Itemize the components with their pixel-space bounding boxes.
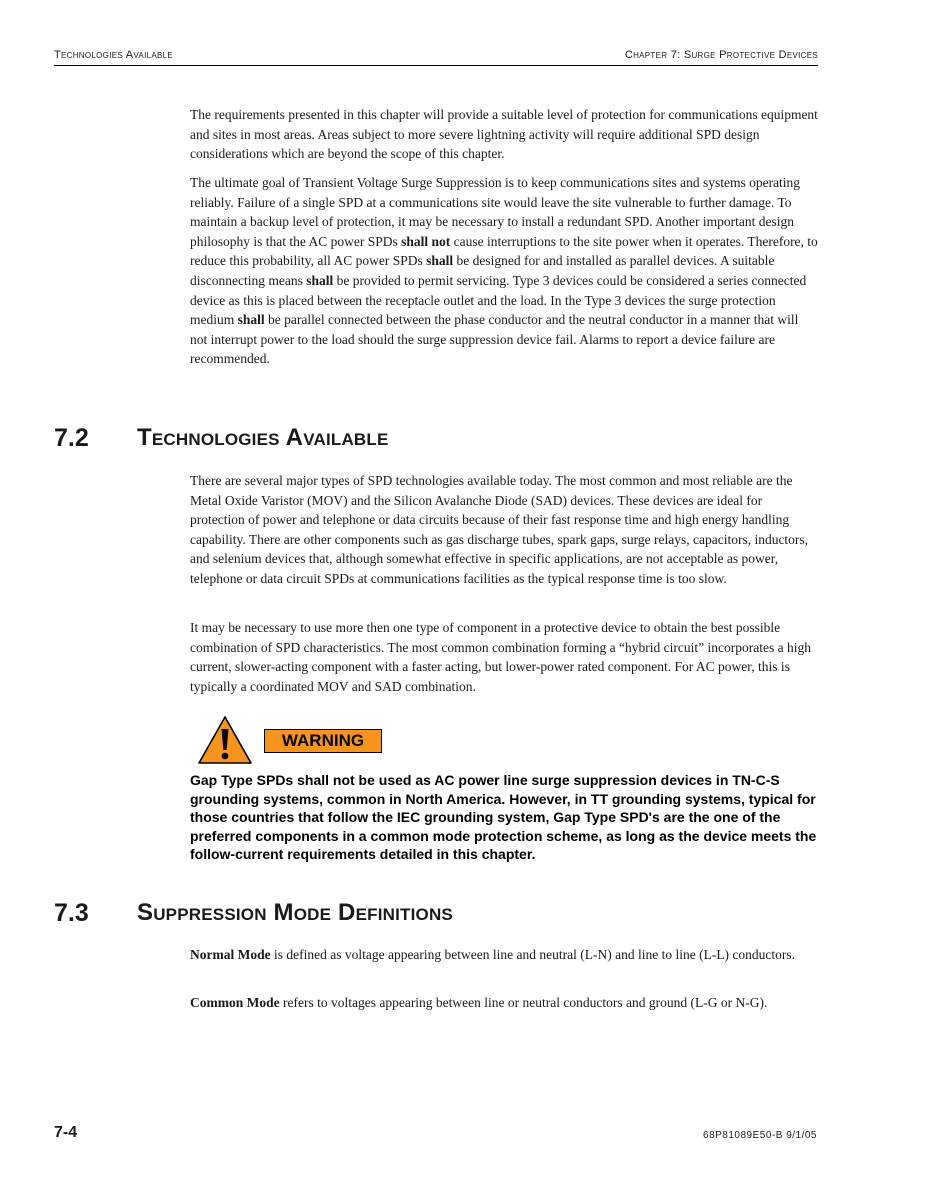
section-title: Technologies Available (137, 424, 389, 451)
document-id: 68P81089E50-B 9/1/05 (703, 1130, 817, 1141)
normal-mode-term: Normal Mode (190, 947, 271, 962)
section-number: 7.2 (54, 424, 89, 452)
warning-label: WARNING (264, 729, 382, 753)
running-header (54, 49, 818, 66)
header-chapter-title: Chapter 7: Surge Protective Devices (624, 49, 818, 61)
common-mode-definition: Common Mode refers to voltages appearing between line or neutral conductors and ground (L-G or N-G). (190, 995, 768, 1010)
section-7-2-heading (54, 424, 818, 458)
common-mode-term: Common Mode (190, 995, 280, 1010)
warning-text: Gap Type SPDs shall not be used as AC power line surge suppression devices in TN-C-S grounding systems, common in North America. However, in TT grounding systems, typical for those countries that follow the IEC grounding system, Gap Type SPD's are the one of the preferred components in a common mode protection scheme, as long as the device meets the follow-current requirements detailed in this chapter. (190, 772, 817, 863)
page-number: 7-4 (54, 1124, 78, 1141)
section-7-3-heading (54, 899, 818, 933)
intro-paragraph-1: The requirements presented in this chapter will provide a suitable level of protection for communications equipment and sites in most areas. Areas subject to more severe lightning activity will require additional SPD design considerations which are beyond the scope of this chapter. (190, 107, 818, 162)
section-7-2-paragraph-2: It may be necessary to use more then one type of component in a protective device to obtain the best possible combination of SPD characteristics. The most common combination forming a “hybrid circuit” incorporates a high current, slower-acting component with a faster acting, but lower-power rated component. For AC power, this is typically a coordinated MOV and SAD combination. (190, 620, 811, 694)
section-number: 7.3 (54, 899, 89, 927)
section-7-2-paragraph-1: There are several major types of SPD technologies available today. The most common and most reliable are the Metal Oxide Varistor (MOV) and the Silicon Avalanche Diode (SAD) devices. These devices are ideal for protection of power and telephone or data circuits because of their fast response time and high energy handling capability. There are other components such as gas discharge tubes, spark gaps, surge relays, capacitors, inductors, and selenium devices that, although somewhat effective in specific applications, are not acceptable as power, telephone or data circuit SPDs at communications facilities as the typical response time is too slow. (190, 473, 809, 586)
warning-triangle-icon (197, 715, 253, 765)
intro-paragraph-2: The ultimate goal of Transient Voltage Surge Suppression is to keep communications sites and systems operating reliably. Failure of a single SPD at a communications site would leave the site vulnerable to further damage. To maintain a backup level of protection, it may be necessary to install a redundant SPD. Another important design philosophy is that the AC power SPDs shall not cause interruptions to the site power when it operates. Therefore, to reduce this probability, all AC power SPDs shall be designed for and installed as parallel devices. A suitable disconnecting means shall be provided to permit servicing. Type 3 devices could be considered a series connected device as this is placed between the receptacle outlet and the load. In the Type 3 devices the surge protection medium shall be parallel connected between the phase conductor and the neutral conductor in a manner that will not interrupt power to the load should the surge suppression device fail. Alarms to report a device failure are recommended. (190, 175, 818, 367)
normal-mode-definition: Normal Mode is defined as voltage appearing between line and neutral (L-N) and line to line (L-L) conductors. (190, 947, 796, 962)
section-title: Suppression Mode Definitions (137, 899, 453, 926)
header-section-title: Technologies Available (54, 49, 173, 61)
